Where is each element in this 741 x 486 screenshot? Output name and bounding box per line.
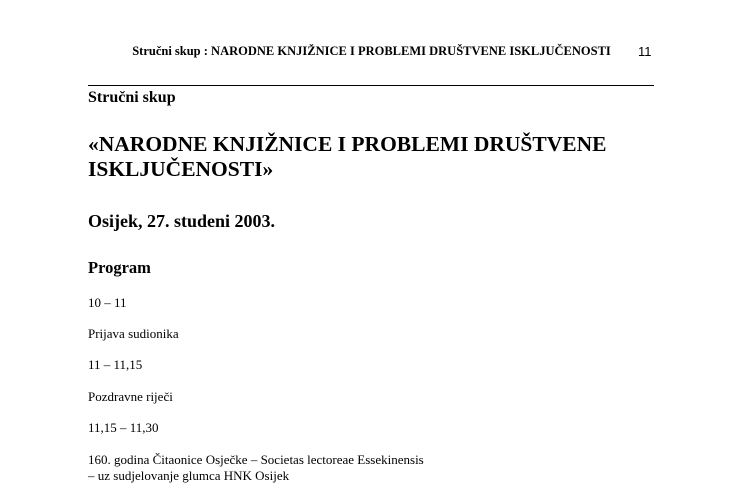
program-activity-3-line-1: 160. godina Čitaonice Osječke – Societas lectoreae Essekinensis bbox=[88, 452, 424, 467]
page-title bbox=[88, 132, 668, 182]
header-divider bbox=[88, 85, 654, 86]
title-line-1: «NARODNE KNJIŽNICE I PROBLEMI DRUŠTVENE bbox=[88, 132, 607, 156]
program-heading: Program bbox=[88, 258, 151, 277]
program-activity-2: Pozdravne riječi bbox=[88, 389, 173, 404]
program-time-2: 11 – 11,15 bbox=[88, 357, 143, 372]
program-time-3: 11,15 – 11,30 bbox=[88, 420, 159, 435]
program-activity-1: Prijava sudionika bbox=[88, 326, 179, 341]
title-line-2: ISKLJUČENOSTI» bbox=[88, 157, 274, 181]
program-time-1: 10 – 11 bbox=[88, 295, 127, 310]
event-date-place: Osijek, 27. studeni 2003. bbox=[88, 211, 276, 231]
event-label: Stručni skup bbox=[88, 89, 176, 106]
page-number: 11 bbox=[638, 44, 652, 59]
program-activity-3-line-2: – uz sudjelovanje glumca HNK Osijek bbox=[88, 468, 290, 483]
running-header: Stručni skup : NARODNE KNJIŽNICE I PROBLEMI DRUŠTVENE ISKLJUČENOSTI bbox=[132, 44, 611, 58]
